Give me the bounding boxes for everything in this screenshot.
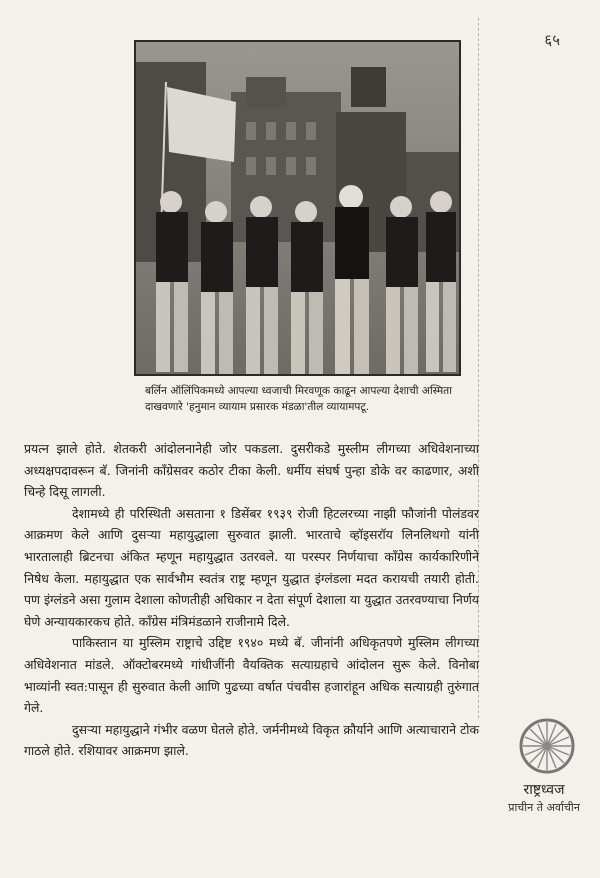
- paragraph: प्रयत्न झाले होते. शेतकरी आंदोलनानेही जोर पकडला. दुसरीकडे मुस्लीम लीगच्या अधिवेशनाच्या अध्यक्षपदावरून बॅ. जिनांनी काँग्रेसवर कठोर टीका केली. धर्मीय संघर्ष पुन्हा डोके वर काढणार, अशी चिन्हे दिसू लागली.: [24, 441, 479, 500]
- page-number: ६५: [544, 31, 560, 49]
- ashoka-chakra-icon: [519, 718, 575, 774]
- sidebar-subtitle: प्राचीन ते अर्वाचीन: [508, 801, 580, 814]
- paragraph: पाकिस्तान या मुस्लिम राष्ट्राचे उद्दिष्ट १९४० मध्ये बॅ. जीनांनी अधिकृतपणे मुस्लिम लीगच्या अधिवेशनात मांडले. ऑक्टोबरमध्ये गांधीजींनी वैयक्तिक सत्याग्रहाचे आंदोलन सुरू केले. विनोबा भाव्यांनी स्वत:पासून ही सुरुवात केली आणि पुढच्या वर्षात पंचवीस हजारांहून अधिक सत्याग्रही तुरुंगात गेले.: [24, 635, 479, 716]
- body-text: [24, 438, 479, 762]
- paragraph: देशामध्ये ही परिस्थिती असताना १ डिसेंबर १९३९ रोजी हिटलरच्या नाझी फौजांनी पोलंडवर आक्रमण केले आणि दुसऱ्या महायुद्धाला सुरुवात झाली. भारताचे व्हॉइसरॉय लिनलिथगो यांनी भारतालाही ब्रिटनचा अंकित म्हणून महायुद्धात उतरवले. या परस्पर निर्णयाचा काँग्रेस कार्यकारिणीने निषेध केला. महायुद्धात एक सार्वभौम स्वतंत्र राष्ट्र म्हणून युद्धात इंग्लंडला मदत करायची तयारी होती. पण इंग्लंडने असा गुलाम देशाला कोणतीही अधिकार न देता संपूर्ण देशाला या युद्धात उतरवण्याचा निर्णय घेणे अन्यायकारकच होते. काँग्रेस मंत्रिमंडळाने राजीनामे दिले.: [24, 505, 479, 629]
- paragraph: दुसऱ्या महायुद्धाने गंभीर वळण घेतले होते. जर्मनीमध्ये विकृत क्रौर्याने आणि अत्याचाराने टोक गाठले होते. रशियावर आक्रमण झाले.: [24, 721, 479, 759]
- sidebar-title: राष्ट्रध्वज: [523, 782, 565, 798]
- historical-photo: [134, 40, 461, 376]
- photo-caption: बर्लिन ऑलिंपिकमध्ये आपल्या ध्वजाची मिरवणूक काढून आपल्या देशाची अस्मिता दाखवणारे 'हनुमान व्यायाम प्रसारक मंडळा'तील व्यायामपटू.: [145, 385, 452, 413]
